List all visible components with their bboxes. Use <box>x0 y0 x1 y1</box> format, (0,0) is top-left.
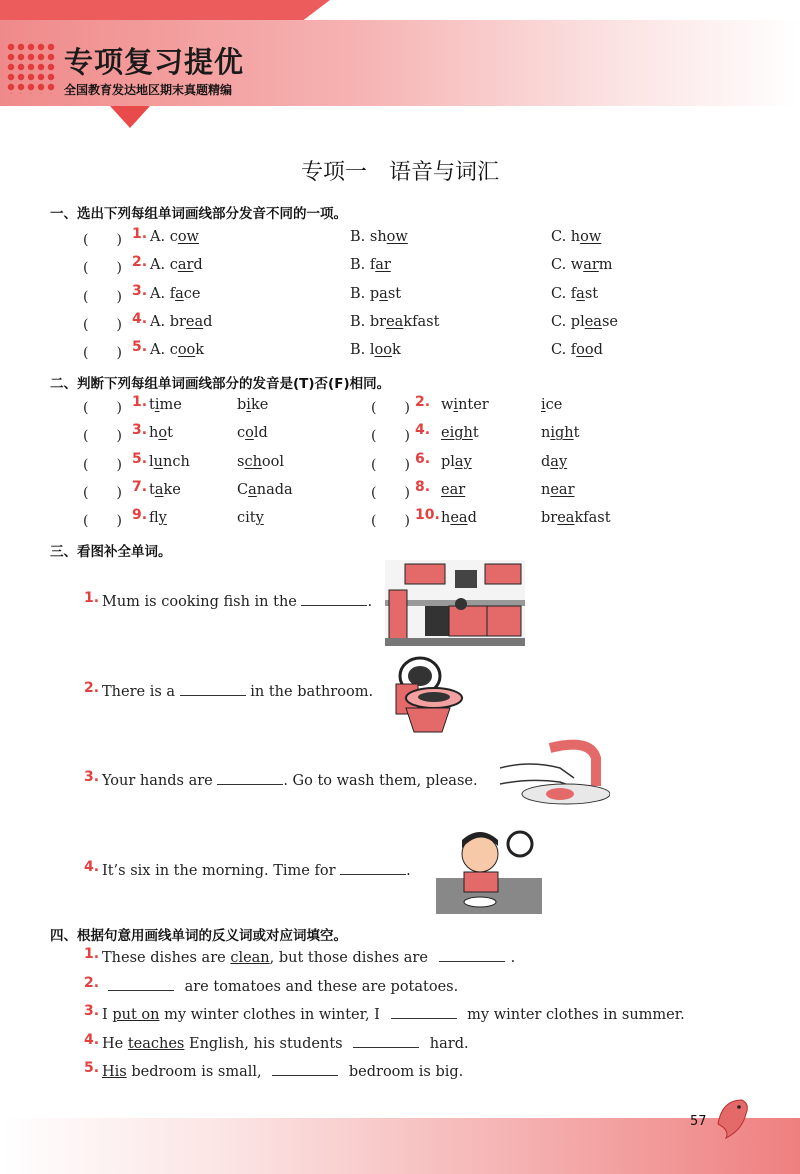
word-2-text <box>237 510 264 526</box>
option-a-word <box>150 286 200 302</box>
word-2 <box>237 397 268 413</box>
question-number: 2. <box>132 254 148 271</box>
answer-paren: ( ) <box>83 288 122 305</box>
word-part: ld <box>253 425 268 442</box>
sentence-text: my winter clothes in summer. <box>462 1007 685 1023</box>
page-number: 57 <box>690 1114 707 1129</box>
word-2-text <box>541 397 562 413</box>
underlined-part: ea <box>584 313 602 330</box>
underlined-part: i <box>453 397 459 413</box>
word-part: c <box>169 257 178 274</box>
underlined-part: i <box>246 397 251 413</box>
option-letter: C. <box>551 229 571 245</box>
word-part: C <box>237 481 249 498</box>
dolphin-mascot-icon <box>712 1094 752 1144</box>
question-number: 1. <box>132 226 148 242</box>
sentence-text: . Go to wash them, please. <box>283 773 478 789</box>
question-number: 6. <box>415 450 431 467</box>
word-part: h <box>441 510 451 527</box>
word-part: br <box>541 510 558 527</box>
word-part: kfast <box>403 313 440 330</box>
word-2 <box>541 425 579 441</box>
question-number: 4. <box>415 422 431 439</box>
word-1-text <box>149 482 181 498</box>
answer-blank <box>353 1046 419 1048</box>
option-c <box>551 229 601 245</box>
option-b <box>350 257 391 273</box>
word-1 <box>441 425 479 441</box>
question-number: 5. <box>132 450 148 467</box>
word-1-text <box>149 397 182 413</box>
word-part: nter <box>458 397 489 413</box>
option-letter: B. <box>350 342 370 359</box>
sentence-text: bedroom is small, <box>126 1064 267 1080</box>
word-1 <box>441 454 472 470</box>
option-letter: A. <box>150 342 170 359</box>
word-1 <box>441 482 465 498</box>
option-b <box>350 314 439 330</box>
answer-blank <box>180 694 246 696</box>
word-1-text <box>441 454 472 470</box>
option-c-word <box>551 229 601 245</box>
answer-paren: ( ) <box>371 456 410 473</box>
page-title: 专项一 语音与词汇 <box>300 160 499 185</box>
question-number: 3. <box>132 422 148 439</box>
word-2-text <box>541 482 575 498</box>
word-part: kfast <box>574 510 611 527</box>
underlined-part: ar <box>583 257 599 274</box>
word-2-text <box>237 454 284 470</box>
option-a <box>150 314 212 330</box>
word-1 <box>149 510 167 526</box>
underlined-part: ea <box>450 510 468 527</box>
word-2 <box>237 425 268 441</box>
option-c <box>551 314 618 330</box>
answer-paren: ( ) <box>371 484 410 501</box>
footer-band <box>0 1118 800 1174</box>
word-part: c <box>169 229 178 245</box>
option-b <box>350 286 401 302</box>
answer-blank <box>272 1074 338 1076</box>
underlined-part: oo <box>374 342 392 359</box>
sentence-text: bedroom is big. <box>344 1064 464 1080</box>
option-a-word <box>150 257 203 273</box>
word-part: n <box>541 425 551 442</box>
question-number: 3. <box>84 1003 100 1019</box>
word-part: h <box>570 229 581 245</box>
answer-paren: ( ) <box>83 484 122 501</box>
answer-blank <box>217 783 283 785</box>
word-part: st <box>584 285 599 302</box>
option-a-word <box>150 314 212 330</box>
underlined-part: ea <box>386 313 404 330</box>
sentence-text: are tomatoes and <box>180 978 318 995</box>
word-part: f <box>169 285 176 302</box>
answer-blank <box>439 960 505 962</box>
underlined-part: i <box>154 397 160 413</box>
question-number: 10. <box>415 507 440 524</box>
word-1-text <box>441 397 489 413</box>
underlined-part: y <box>255 510 264 527</box>
underlined-part: ch <box>244 453 262 470</box>
option-letter: C. <box>551 257 571 274</box>
word-part: w <box>570 257 584 274</box>
underlined-part: i <box>541 397 546 413</box>
underlined-part: ear <box>441 481 466 498</box>
word-part: fl <box>149 510 159 527</box>
answer-blank <box>108 989 174 991</box>
header-title: 专项复习提优 <box>64 45 245 79</box>
sentence-text: English, his students <box>184 1035 348 1052</box>
answer-paren: ( ) <box>83 428 122 445</box>
word-part: br <box>169 313 186 330</box>
answer-paren: ( ) <box>83 345 122 362</box>
sentence-text: These dishes are <box>102 950 231 966</box>
option-a <box>150 286 200 302</box>
answer-paren: ( ) <box>371 400 410 416</box>
question-number: 3. <box>132 282 148 299</box>
sentence-text: Mum is cooking fish in the <box>102 594 302 610</box>
word-part: pl <box>441 453 455 470</box>
sentence-text: . <box>406 863 411 879</box>
sentence-text: . <box>367 594 373 610</box>
sentence-text: are potatoes. <box>357 978 459 995</box>
word-part: st <box>387 285 402 302</box>
underlined-word: put on <box>112 1007 160 1023</box>
question-number: 7. <box>132 478 148 495</box>
option-letter: A. <box>150 285 170 302</box>
sentence-text: these <box>317 978 358 995</box>
word-1-text <box>441 482 465 498</box>
option-b-word <box>350 229 408 245</box>
option-letter: A. <box>150 313 170 330</box>
word-part: k <box>391 342 401 359</box>
option-a-word <box>150 342 204 358</box>
question-number: 4. <box>84 1031 100 1048</box>
question-number: 2. <box>415 394 431 410</box>
underlined-part: a <box>154 481 164 498</box>
word-part: br <box>369 313 387 330</box>
option-letter: B. <box>350 285 370 302</box>
underlined-part: o <box>158 425 168 442</box>
word-1 <box>441 510 477 526</box>
word-part: t <box>149 481 155 498</box>
sentence <box>102 1007 685 1023</box>
sentence-text: Your hands are <box>102 773 218 789</box>
word-1-text <box>149 425 173 441</box>
underlined-part: ow <box>177 229 199 245</box>
underlined-part: o <box>245 425 254 442</box>
sentence-text: It’s six in the morning. Time for <box>102 863 341 879</box>
option-a <box>150 342 204 358</box>
question-number: 9. <box>132 507 148 524</box>
underlined-part: ay <box>454 453 472 470</box>
header-subtitle: 全国教育发达地区期末真题精编 <box>64 83 233 97</box>
option-letter: C. <box>551 285 571 302</box>
question-number: 1. <box>84 946 100 962</box>
word-part: m <box>598 257 613 274</box>
word-1-text <box>149 510 167 526</box>
word-part: l <box>149 453 154 470</box>
sentence-text: I <box>102 1007 113 1023</box>
kitchen-picture <box>385 560 525 646</box>
underlined-part: u <box>153 453 163 470</box>
word-2-text <box>237 482 293 498</box>
hand-washing-picture <box>500 738 610 808</box>
word-1 <box>441 397 489 413</box>
word-2 <box>541 510 611 526</box>
word-2 <box>237 482 293 498</box>
breakfast-picture <box>436 828 542 914</box>
answer-paren: ( ) <box>83 513 122 530</box>
word-1 <box>149 482 181 498</box>
underlined-word: clean <box>230 950 270 966</box>
answer-blank <box>391 1017 457 1019</box>
question-number: 3. <box>84 769 100 785</box>
word-part: ke <box>250 397 269 413</box>
answer-paren: ( ) <box>83 316 122 333</box>
question-number: 5. <box>84 1060 100 1076</box>
underlined-part: ow <box>386 229 408 245</box>
sentence <box>102 684 373 700</box>
sentence-text: He <box>102 1035 128 1052</box>
word-part: d <box>593 342 603 359</box>
underlined-part: oo <box>576 342 594 359</box>
word-part: b <box>237 397 247 413</box>
answer-paren: ( ) <box>83 260 122 277</box>
word-2 <box>541 397 562 413</box>
option-b-word <box>350 342 401 358</box>
word-part: k <box>195 342 205 359</box>
question-number: 1. <box>132 394 148 410</box>
header-pointer <box>110 106 150 128</box>
option-c <box>551 342 603 358</box>
sentence <box>102 594 372 610</box>
section2-heading: 二、判断下列每组单词画线部分的发音是(T)否(F)相同。 <box>50 376 391 392</box>
word-part: d <box>467 510 477 527</box>
word-2 <box>237 510 264 526</box>
word-part: pl <box>570 313 585 330</box>
word-1 <box>149 425 173 441</box>
word-part: s <box>237 453 245 470</box>
option-c-word <box>551 286 598 302</box>
word-2-text <box>541 454 567 470</box>
option-letter: A. <box>150 229 170 245</box>
word-part: t <box>472 425 479 442</box>
underlined-part: ar <box>177 257 194 274</box>
word-part: f <box>570 285 577 302</box>
option-letter: B. <box>350 313 370 330</box>
word-part: nch <box>162 453 190 470</box>
option-b-word <box>350 286 401 302</box>
word-part: d <box>203 313 213 330</box>
word-part: w <box>441 397 454 413</box>
option-a <box>150 229 199 245</box>
word-part: n <box>541 481 551 498</box>
underlined-part: ea <box>185 313 204 330</box>
answer-blank <box>301 604 367 606</box>
sentence <box>102 950 515 966</box>
word-part: t <box>573 425 580 442</box>
section4-heading: 四、根据句意用画线单词的反义词或对应词填空。 <box>50 928 347 944</box>
word-2-text <box>541 510 611 526</box>
word-part: t <box>149 397 155 413</box>
section3-heading: 三、看图补全单词。 <box>50 544 172 560</box>
word-part: h <box>149 425 159 442</box>
word-2-text <box>237 397 268 413</box>
option-c <box>551 257 613 273</box>
option-letter: C. <box>551 342 571 359</box>
option-letter: C. <box>551 313 571 330</box>
underlined-part: oo <box>177 342 196 359</box>
dot-pattern-decoration <box>6 42 56 94</box>
option-c <box>551 286 598 302</box>
question-number: 4. <box>84 859 100 875</box>
underlined-word: His <box>102 1064 127 1080</box>
option-c-word <box>551 342 603 358</box>
underlined-part: y <box>158 510 167 527</box>
word-part: d <box>541 453 551 470</box>
section1-heading: 一、选出下列每组单词画线部分发音不同的一项。 <box>50 206 347 222</box>
option-letter: B. <box>350 229 370 245</box>
word-part: f <box>570 342 577 359</box>
sentence-text: , but those dishes are <box>269 950 433 966</box>
sentence <box>102 979 458 995</box>
question-number: 5. <box>132 339 148 356</box>
word-part: ke <box>163 481 181 498</box>
word-2-text <box>237 425 268 441</box>
underlined-part: ow <box>580 229 602 245</box>
option-b-word <box>350 257 391 273</box>
word-1 <box>149 397 182 413</box>
word-part: ce <box>545 397 563 413</box>
word-part: f <box>369 257 376 274</box>
word-part: d <box>193 257 203 274</box>
word-1 <box>149 454 190 470</box>
word-part: sh <box>369 229 387 245</box>
sentence-text: There is a <box>102 684 180 700</box>
sentence-text: . <box>510 950 516 966</box>
underlined-part: ea <box>557 510 575 527</box>
sentence <box>102 1064 463 1080</box>
option-b <box>350 342 401 358</box>
word-part: p <box>369 285 380 302</box>
word-part: cit <box>237 510 256 527</box>
underlined-part: ay <box>550 453 568 470</box>
toilet-picture <box>388 654 468 734</box>
word-part: nada <box>256 481 293 498</box>
word-part: l <box>369 342 375 359</box>
underlined-part: a <box>379 285 388 302</box>
answer-blank <box>340 873 406 875</box>
sentence <box>102 1036 469 1052</box>
underlined-part: ar <box>375 257 391 274</box>
word-2 <box>541 454 567 470</box>
word-part: c <box>237 425 246 442</box>
answer-paren: ( ) <box>83 456 122 473</box>
option-letter: A. <box>150 257 170 274</box>
sentence-text: my winter clothes in winter, I <box>159 1007 385 1023</box>
sentence-text: in the bathroom. <box>245 684 374 700</box>
underlined-part: igh <box>550 425 574 442</box>
question-number: 1. <box>84 590 100 606</box>
word-2 <box>541 482 575 498</box>
underlined-word: teaches <box>127 1035 185 1052</box>
question-number: 4. <box>132 310 148 327</box>
word-1-text <box>149 454 190 470</box>
sentence <box>102 863 411 879</box>
word-part: ool <box>261 453 285 470</box>
answer-paren: ( ) <box>371 428 410 445</box>
option-letter: B. <box>350 257 370 274</box>
header-top-stripe <box>0 0 330 20</box>
question-number: 2. <box>84 680 100 696</box>
word-2 <box>237 454 284 470</box>
question-number: 8. <box>415 478 431 495</box>
sentence-text: hard. <box>425 1035 469 1052</box>
word-part: ce <box>183 285 201 302</box>
option-a <box>150 257 203 273</box>
word-part: se <box>601 313 618 330</box>
underlined-part: ear <box>550 481 575 498</box>
answer-paren: ( ) <box>371 513 410 530</box>
word-part: c <box>169 342 178 359</box>
option-c-word <box>551 257 613 273</box>
option-b-word <box>350 314 439 330</box>
word-part: t <box>167 425 173 442</box>
question-number: 2. <box>84 974 100 991</box>
word-1-text <box>441 425 479 441</box>
option-c-word <box>551 314 618 330</box>
word-2-text <box>541 425 579 441</box>
answer-paren: ( ) <box>83 232 122 248</box>
sentence <box>102 773 478 789</box>
underlined-part: a <box>248 481 257 498</box>
word-part: me <box>159 397 182 413</box>
answer-paren: ( ) <box>83 400 122 416</box>
word-1-text <box>441 510 477 526</box>
underlined-part: a <box>576 285 585 302</box>
option-b <box>350 229 408 245</box>
underlined-part: a <box>175 285 184 302</box>
underlined-part: eigh <box>441 425 473 442</box>
option-a-word <box>150 229 199 245</box>
